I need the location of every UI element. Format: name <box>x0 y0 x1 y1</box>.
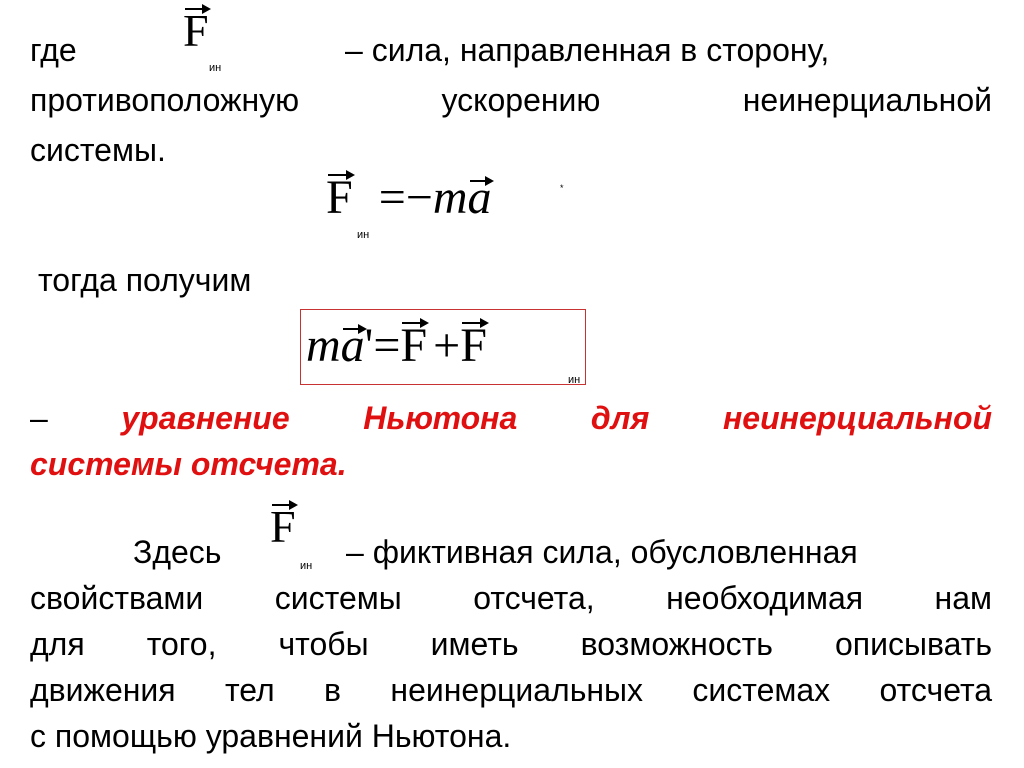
red-sentence-line1: – уравнение Ньютона для неинерциальной <box>30 400 993 436</box>
newton-equation: m a'= F + F <box>306 319 487 372</box>
para1-line3: системы. <box>30 132 166 168</box>
force-symbol-2: F <box>270 501 296 552</box>
para2-line1-text: – фиктивная сила, обусловленная <box>346 534 858 570</box>
force-subscript-1: ин <box>209 62 222 74</box>
formula-inertial-force: F =−m a <box>326 171 492 224</box>
formula1-subscript: ин <box>357 229 370 241</box>
para2-line5: с помощью уравнений Ньютона. <box>30 718 512 754</box>
force-subscript-2: ин <box>300 560 313 572</box>
red-sentence-line2: системы отсчета. <box>30 446 347 482</box>
para1-lead: где <box>30 32 77 68</box>
para2-line3: для того, чтобы иметь возможность описывать <box>30 626 993 662</box>
para2-lead: Здесь <box>133 534 222 570</box>
para1-line2: противоположную ускорению неинерциальной <box>30 82 993 118</box>
then-text: тогда получим <box>38 262 252 298</box>
para1-line1-text: – сила, направленная в сторону, <box>345 32 830 68</box>
force-symbol-1: F <box>183 5 209 56</box>
formula1-star: * <box>560 183 564 193</box>
para2-line2: свойствами системы отсчета, необходимая нам <box>30 580 993 616</box>
para2-line4: движения тел в неинерциальных системах отсчета <box>30 672 993 708</box>
formula2-subscript: ин <box>568 374 581 386</box>
